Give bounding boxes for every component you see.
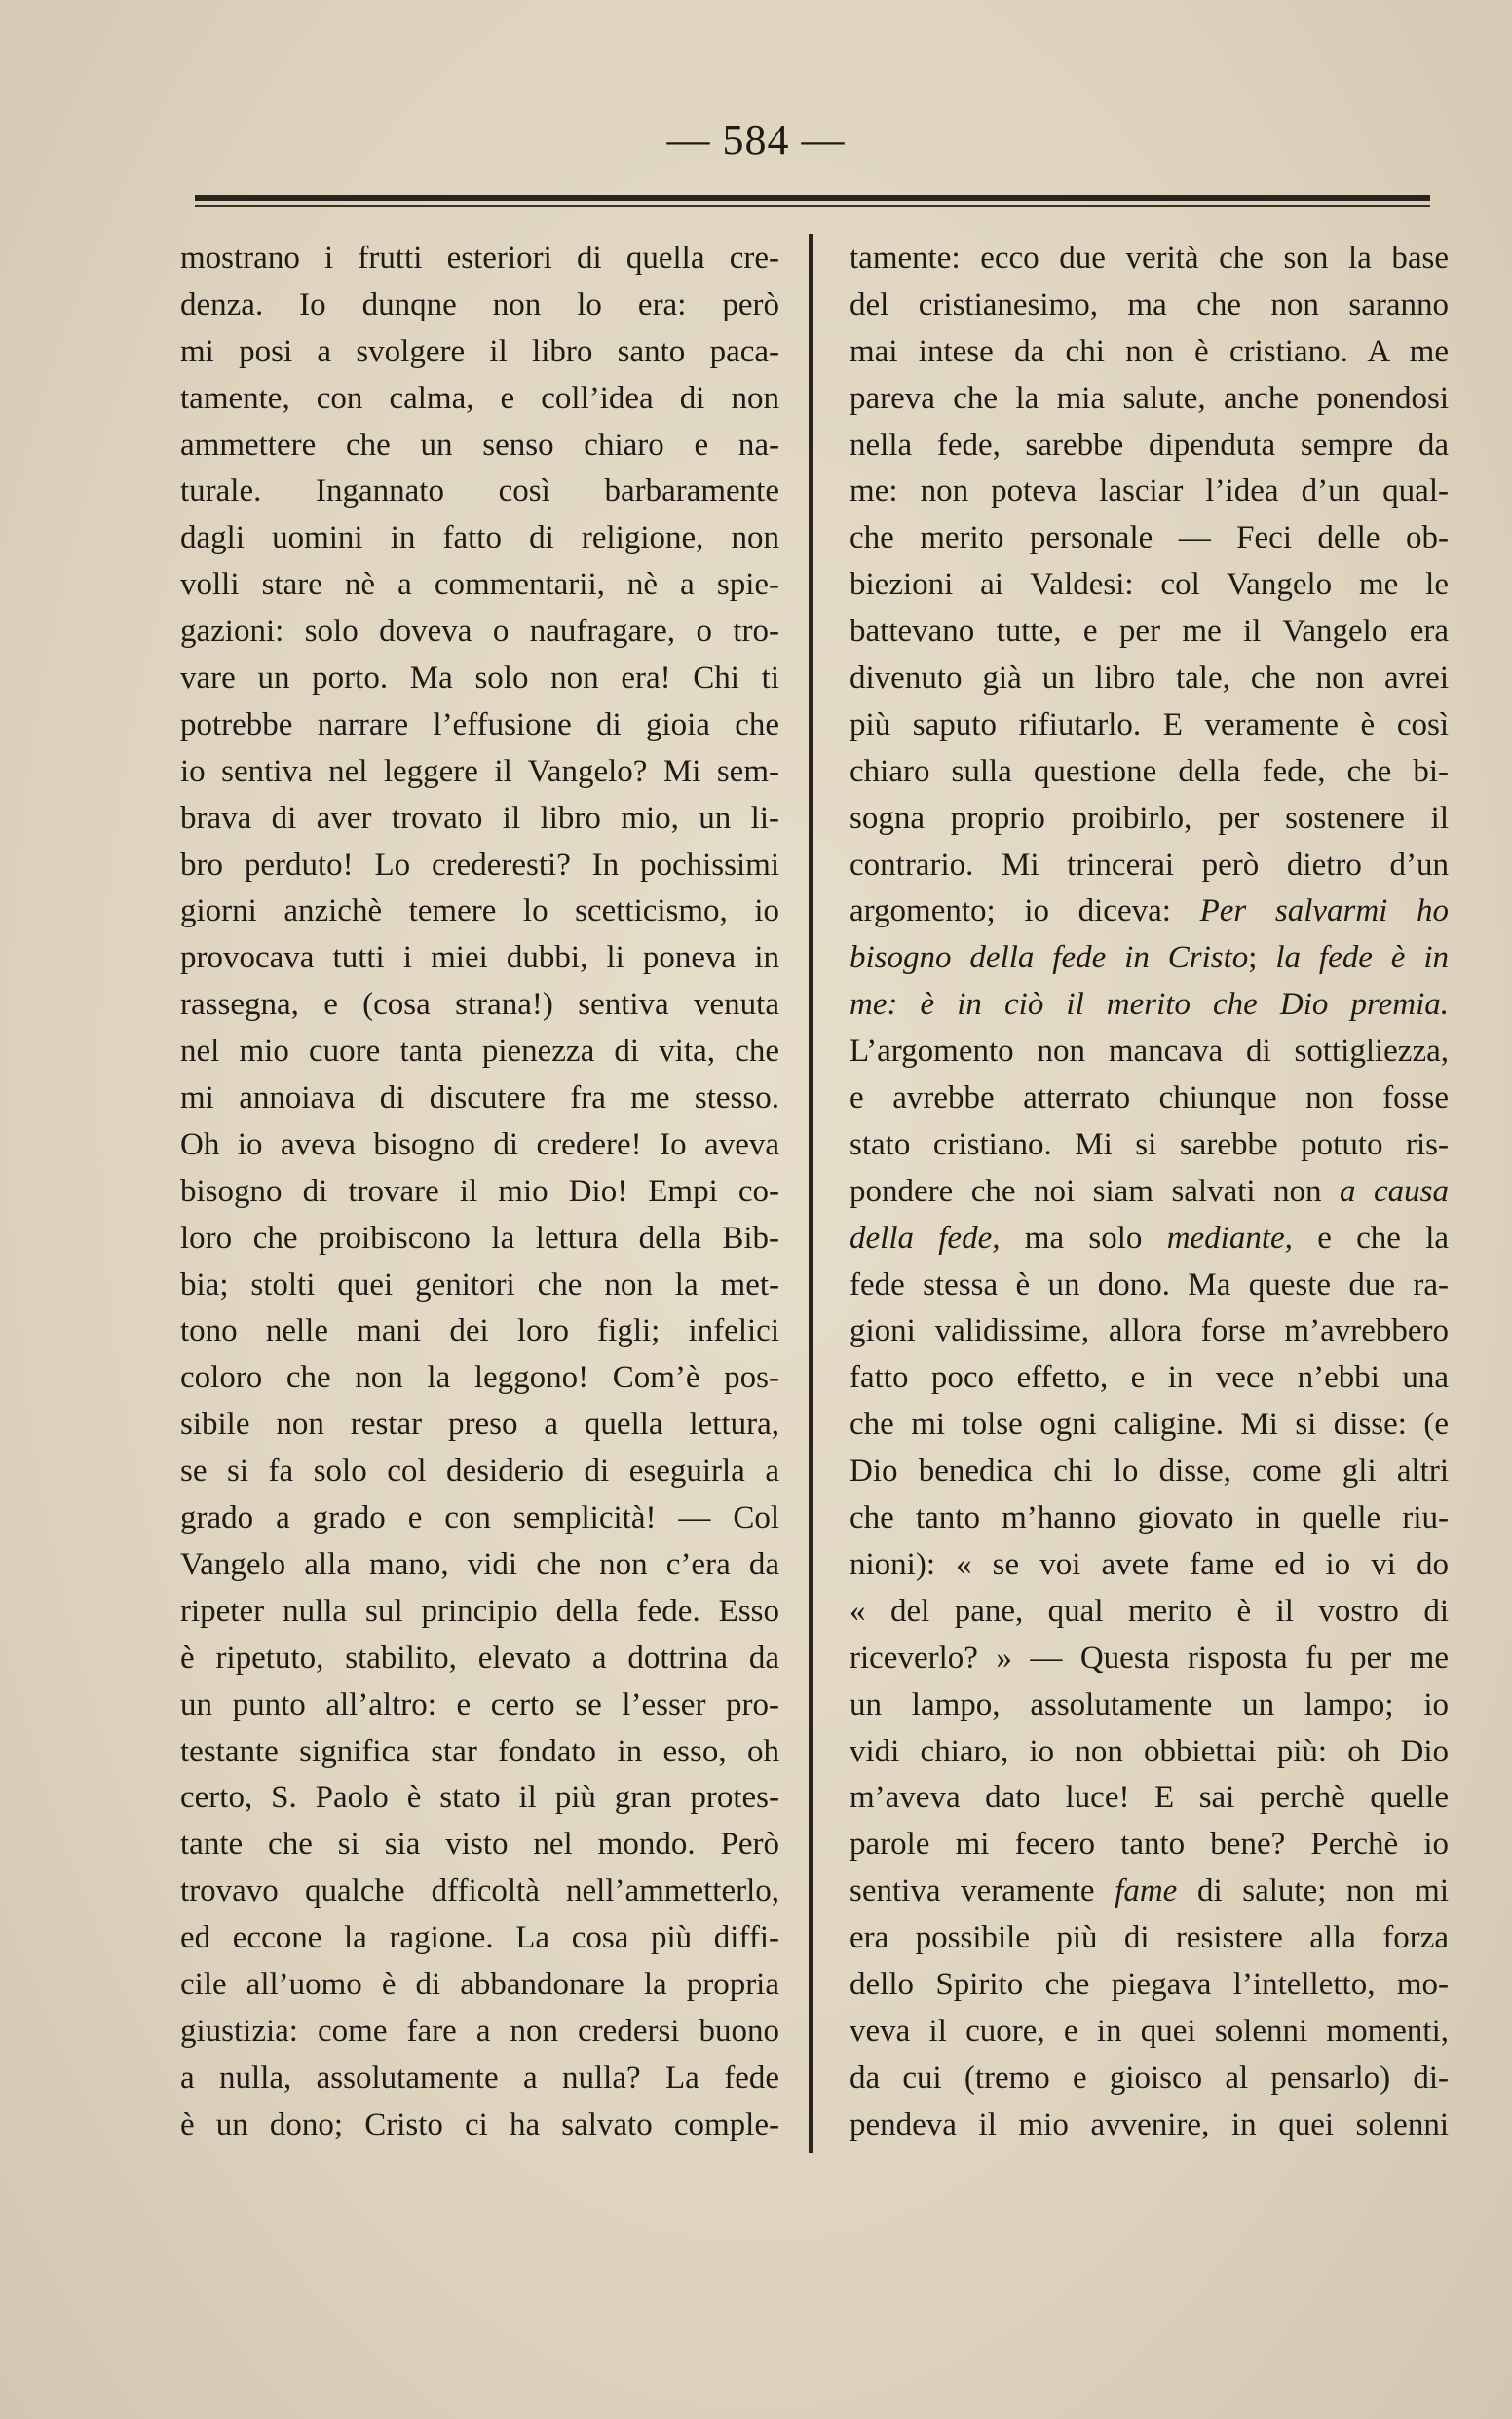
text-line: divenuto già un libro tale, che non avrei: [850, 661, 1449, 697]
text-line: nella fede, sarebbe dipenduta sempre da: [850, 427, 1449, 463]
text-line: [850, 1869, 1449, 1915]
text-line: bia; stolti quei genitori che non la met-: [180, 1266, 779, 1303]
italic-text: a causa: [1340, 1173, 1449, 1209]
text-line: sibile non restar preso a quella lettura,: [180, 1407, 779, 1443]
text-line: provocava tutti i miei dubbi, li poneva in: [180, 940, 779, 976]
text-line: gazioni: solo doveva o naufragare, o tro-: [180, 614, 779, 650]
header-rule-thick: [195, 195, 1430, 201]
text-line: [850, 935, 1449, 982]
text-line: dello Spirito che piegava l’intelletto, mo-: [850, 1966, 1449, 2002]
text-line: veva il cuore, e in quei solenni momenti,: [850, 2013, 1449, 2049]
text-line: loro che proibiscono la lettura della Bib-: [180, 1220, 779, 1256]
text-line: più saputo rifiutarlo. E veramente è così: [850, 706, 1449, 742]
text-line: stato cristiano. Mi si sarebbe potuto ris-: [850, 1126, 1449, 1162]
text-segment: ;: [1248, 940, 1276, 976]
text-line: trovavo qualche dfficoltà nell’ammetterlo,: [180, 1873, 779, 1909]
italic-text: bisogno della fede in Cristo: [850, 940, 1249, 976]
italic-text: la fede è in: [1275, 940, 1449, 976]
text-line: fatto poco effetto, e in vece n’ebbi una: [850, 1360, 1449, 1396]
text-line: denza. Io dunqne non lo era: però: [180, 286, 779, 322]
text-segment: e che la: [1317, 1220, 1449, 1256]
text-line: mostrano i frutti esteriori di quella cre-: [180, 241, 779, 276]
text-line: Vangelo alla mano, vidi che non c’era da: [180, 1546, 779, 1582]
text-line: ed eccone la ragione. La cosa più diffi-: [180, 1920, 779, 1956]
text-line: volli stare nè a commentarii, nè a spie-: [180, 567, 779, 603]
text-line: mai intese da chi non è cristiano. A me: [850, 333, 1449, 369]
text-line: sogna proprio proibirlo, per sostenere il: [850, 800, 1449, 836]
text-line: da cui (tremo e gioisco al pensarlo) di-: [850, 2060, 1449, 2096]
text-line: tamente, con calma, e coll’idea di non: [180, 380, 779, 416]
text-line: chiaro sulla questione della fede, che bi-: [850, 753, 1449, 789]
left-column: [180, 236, 779, 2149]
text-line: battevano tutte, e per me il Vangelo era: [850, 614, 1449, 650]
text-line: se si fa solo col desiderio di eseguirla a: [180, 1454, 779, 1490]
text-line: ripeter nulla sul principio della fede. Esso: [180, 1593, 779, 1629]
text-line: ammettere che un senso chiaro e na-: [180, 427, 779, 463]
text-line: un lampo, assolutamente un lampo; io: [850, 1686, 1449, 1722]
text-line: nel mio cuore tanta pienezza di vita, che: [180, 1034, 779, 1070]
text-line: « del pane, qual merito è il vostro di: [850, 1593, 1449, 1629]
text-line: certo, S. Paolo è stato il più gran protes-: [180, 1780, 779, 1816]
text-line: gioni validissime, allora forse m’avrebbero: [850, 1313, 1449, 1349]
text-line: contrario. Mi trincerai però dietro d’un: [850, 847, 1449, 883]
text-line: tante che si sia visto nel mondo. Però: [180, 1827, 779, 1863]
text-line: m’aveva dato luce! E sai perchè quelle: [850, 1780, 1449, 1816]
text-line: è ripetuto, stabilito, elevato a dottrina da: [180, 1640, 779, 1676]
text-segment: ma solo: [1024, 1220, 1143, 1256]
text-line: cile all’uomo è di abbandonare la propria: [180, 1966, 779, 2002]
text-line: è un dono; Cristo ci ha salvato comple-: [180, 2106, 779, 2142]
text-line: era possibile più di resistere alla forza: [850, 1920, 1449, 1956]
text-line: pendeva il mio avvenire, in quei solenni: [850, 2106, 1449, 2142]
text-line: bro perduto! Lo crederesti? In pochissimi: [180, 847, 779, 883]
header-rule-thin: [195, 205, 1430, 207]
text-line: Oh io aveva bisogno di credere! Io aveva: [180, 1126, 779, 1162]
text-line: che tanto m’hanno giovato in quelle riu-: [850, 1500, 1449, 1536]
text-segment: sentiva veramente: [850, 1873, 1095, 1909]
text-line: giorni anzichè temere lo scetticismo, io: [180, 893, 779, 929]
text-line: fede stessa è un dono. Ma queste due ra-: [850, 1266, 1449, 1303]
italic-text: fame: [1115, 1873, 1178, 1909]
column-divider: [809, 234, 813, 2153]
text-line: dagli uomini in fatto di religione, non: [180, 520, 779, 556]
text-line: potrebbe narrare l’effusione di gioia che: [180, 706, 779, 742]
text-line: che mi tolse ogni caligine. Mi si disse: (e: [850, 1407, 1449, 1443]
text-line: [850, 982, 1449, 1029]
text-line: mi annoiava di discutere fra me stesso.: [180, 1080, 779, 1116]
text-line: L’argomento non mancava di sottigliezza,: [850, 1034, 1449, 1070]
text-line: biezioni ai Valdesi: col Vangelo me le: [850, 567, 1449, 603]
italic-text: Per salvarmi ho: [1199, 893, 1449, 929]
text-line: me: non poteva lasciar l’idea d’un qual-: [850, 473, 1449, 510]
text-line: del cristianesimo, ma che non saranno: [850, 286, 1449, 322]
text-line: pareva che la mia salute, anche ponendosi: [850, 380, 1449, 416]
text-line: bisogno di trovare il mio Dio! Empi co-: [180, 1173, 779, 1209]
text-line: turale. Ingannato così barbaramente: [180, 473, 779, 510]
page-number: — 584 —: [666, 116, 846, 164]
text-line: grado a grado e con semplicità! — Col: [180, 1500, 779, 1536]
text-line: mi posi a svolgere il libro santo paca-: [180, 333, 779, 369]
text-line: [850, 888, 1449, 935]
text-line: che merito personale — Feci delle ob-: [850, 520, 1449, 556]
text-line: [850, 1169, 1449, 1216]
text-segment: pondere che noi siam salvati non: [850, 1173, 1322, 1209]
right-column: [850, 236, 1449, 2149]
text-segment: di salute; non mi: [1196, 1873, 1449, 1909]
text-line: vare un porto. Ma solo non era! Chi ti: [180, 661, 779, 697]
text-line: Dio benedica chi lo disse, come gli altri: [850, 1454, 1449, 1490]
text-line: io sentiva nel leggere il Vangelo? Mi sem-: [180, 753, 779, 789]
text-line: brava di aver trovato il libro mio, un li-: [180, 800, 779, 836]
text-line: rassegna, e (cosa strana!) sentiva venuta: [180, 987, 779, 1023]
text-line: tamente: ecco due verità che son la base: [850, 241, 1449, 276]
italic-text: me: è in ciò il merito che Dio premia.: [850, 987, 1449, 1023]
text-line: e avrebbe atterrato chiunque non fosse: [850, 1080, 1449, 1116]
italic-text: della fede,: [850, 1220, 1001, 1256]
text-line: riceverlo? » — Questa risposta fu per me: [850, 1640, 1449, 1676]
italic-text: mediante,: [1166, 1220, 1293, 1256]
text-line: parole mi fecero tanto bene? Perchè io: [850, 1827, 1449, 1863]
text-line: [850, 1216, 1449, 1263]
text-line: nioni): « se voi avete fame ed io vi do: [850, 1546, 1449, 1582]
text-line: un punto all’altro: e certo se l’esser pro-: [180, 1686, 779, 1722]
text-segment: argomento; io diceva:: [850, 893, 1171, 929]
text-line: coloro che non la leggono! Com’è pos-: [180, 1360, 779, 1396]
text-line: giustizia: come fare a non credersi buono: [180, 2013, 779, 2049]
text-line: tono nelle mani dei loro figli; infelici: [180, 1313, 779, 1349]
text-line: testante significa star fondato in esso, oh: [180, 1733, 779, 1769]
text-line: a nulla, assolutamente a nulla? La fede: [180, 2060, 779, 2096]
text-line: vidi chiaro, io non obbiettai più: oh Dio: [850, 1733, 1449, 1769]
